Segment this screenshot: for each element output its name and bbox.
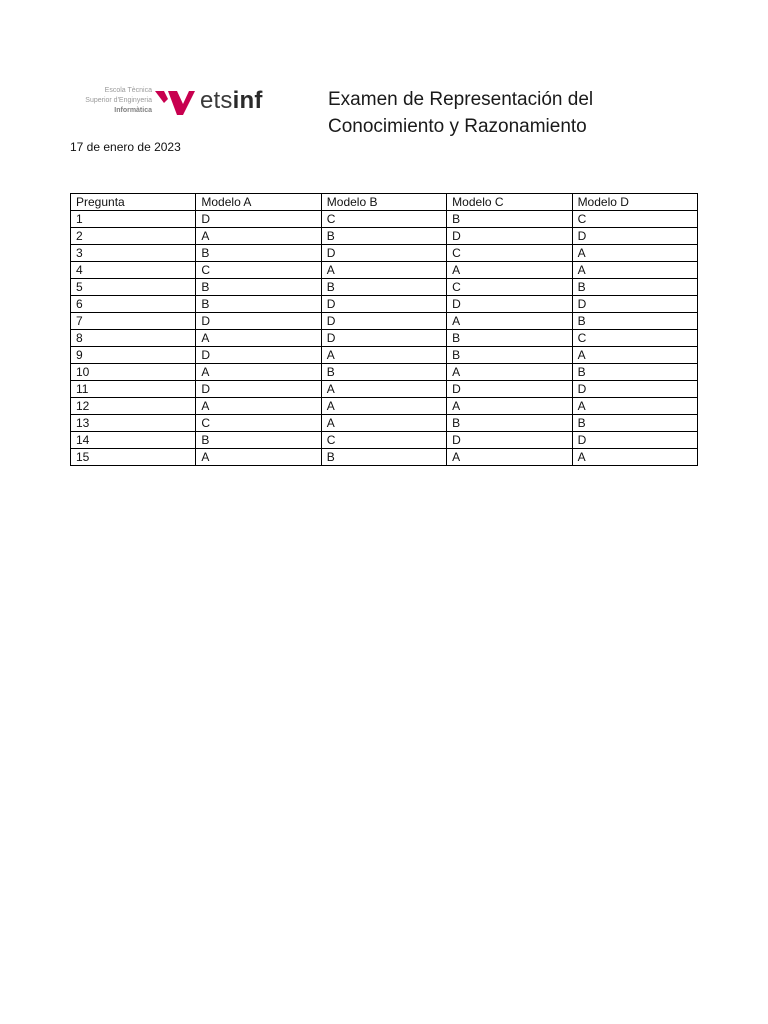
column-header: Pregunta: [71, 194, 196, 211]
answer-cell: B: [321, 228, 446, 245]
table-row: [71, 330, 698, 347]
answer-cell: B: [572, 415, 697, 432]
answer-cell: C: [572, 330, 697, 347]
answer-cell: B: [572, 364, 697, 381]
school-logo: [70, 86, 270, 120]
answer-cell: A: [447, 364, 572, 381]
answer-cell: C: [447, 279, 572, 296]
answer-cell: D: [321, 330, 446, 347]
answer-cell: A: [321, 262, 446, 279]
page-title: [328, 86, 593, 140]
question-number-cell: 9: [71, 347, 196, 364]
question-number-cell: 15: [71, 449, 196, 466]
answer-cell: B: [447, 347, 572, 364]
column-header: Modelo B: [321, 194, 446, 211]
table-row: [71, 245, 698, 262]
answer-cell: A: [447, 313, 572, 330]
logo-mark-v: [168, 91, 195, 115]
answer-cell: A: [196, 228, 321, 245]
answer-cell: A: [572, 245, 697, 262]
answer-cell: A: [572, 449, 697, 466]
answer-cell: B: [572, 313, 697, 330]
logo-school-line3: Informàtica: [114, 107, 152, 114]
answer-cell: A: [196, 449, 321, 466]
answer-cell: A: [321, 398, 446, 415]
answer-cell: A: [447, 398, 572, 415]
table-row: [71, 449, 698, 466]
answer-cell: C: [196, 262, 321, 279]
logo-school-name: [70, 86, 152, 116]
logo-school-line1: Escola Tècnica: [104, 87, 152, 94]
question-number-cell: 11: [71, 381, 196, 398]
answer-cell: A: [447, 449, 572, 466]
answer-cell: A: [572, 398, 697, 415]
logo-school-line2: Superior d'Enginyeria: [85, 97, 152, 104]
column-header: Modelo D: [572, 194, 697, 211]
table-row: [71, 398, 698, 415]
question-number-cell: 4: [71, 262, 196, 279]
answer-cell: D: [196, 347, 321, 364]
answer-cell: D: [196, 211, 321, 228]
answer-cell: B: [572, 279, 697, 296]
answer-cell: A: [321, 415, 446, 432]
upv-v-icon: [155, 88, 195, 116]
answer-cell: D: [196, 381, 321, 398]
title-line-2: Conocimiento y Razonamiento: [328, 116, 587, 137]
question-number-cell: 12: [71, 398, 196, 415]
answer-cell: C: [572, 211, 697, 228]
table-row: [71, 381, 698, 398]
question-number-cell: 8: [71, 330, 196, 347]
answer-cell: C: [321, 211, 446, 228]
answer-rows: [71, 211, 698, 466]
logo-word-bold: inf: [232, 87, 263, 114]
table-row: [71, 279, 698, 296]
answer-cell: D: [447, 228, 572, 245]
table-row: [71, 364, 698, 381]
table-row: [71, 211, 698, 228]
column-header: Modelo C: [447, 194, 572, 211]
answer-cell: A: [321, 381, 446, 398]
answer-cell: D: [572, 296, 697, 313]
answer-cell: C: [321, 432, 446, 449]
answer-cell: B: [447, 415, 572, 432]
answer-cell: D: [447, 381, 572, 398]
answer-cell: A: [196, 398, 321, 415]
question-number-cell: 1: [71, 211, 196, 228]
logo-wordmark: [200, 86, 263, 116]
answer-cell: A: [196, 330, 321, 347]
answer-cell: D: [321, 296, 446, 313]
table-row: [71, 415, 698, 432]
answer-cell: D: [572, 381, 697, 398]
answer-cell: B: [196, 279, 321, 296]
column-header: Modelo A: [196, 194, 321, 211]
answer-cell: C: [447, 245, 572, 262]
table-row: [71, 313, 698, 330]
answer-cell: A: [572, 262, 697, 279]
table-row: [71, 296, 698, 313]
table-row: [71, 262, 698, 279]
answer-cell: B: [447, 330, 572, 347]
answer-cell: A: [196, 364, 321, 381]
answer-cell: B: [196, 296, 321, 313]
table-row: [71, 432, 698, 449]
logo-mark-left-wedge: [155, 91, 168, 103]
answer-cell: D: [572, 432, 697, 449]
answer-cell: A: [321, 347, 446, 364]
question-number-cell: 7: [71, 313, 196, 330]
question-number-cell: 10: [71, 364, 196, 381]
question-number-cell: 13: [71, 415, 196, 432]
answer-cell: D: [321, 245, 446, 262]
question-number-cell: 6: [71, 296, 196, 313]
answer-cell: C: [196, 415, 321, 432]
answer-cell: B: [321, 364, 446, 381]
answer-cell: B: [321, 279, 446, 296]
answer-cell: B: [196, 432, 321, 449]
answer-cell: B: [321, 449, 446, 466]
answer-cell: B: [447, 211, 572, 228]
answer-key-table: [70, 193, 698, 466]
answer-cell: D: [321, 313, 446, 330]
question-number-cell: 5: [71, 279, 196, 296]
table-row: [71, 347, 698, 364]
answer-cell: A: [572, 347, 697, 364]
exam-date: 17 de enero de 2023: [70, 140, 181, 154]
logo-word-light: ets: [200, 87, 233, 114]
answer-cell: D: [447, 432, 572, 449]
answer-cell: B: [196, 245, 321, 262]
answer-cell: D: [572, 228, 697, 245]
title-line-1: Examen de Representación del: [328, 89, 594, 110]
answer-cell: D: [447, 296, 572, 313]
table-row: [71, 228, 698, 245]
answer-cell: D: [196, 313, 321, 330]
question-number-cell: 2: [71, 228, 196, 245]
question-number-cell: 3: [71, 245, 196, 262]
answer-cell: A: [447, 262, 572, 279]
table-header-row: [71, 194, 698, 211]
question-number-cell: 14: [71, 432, 196, 449]
